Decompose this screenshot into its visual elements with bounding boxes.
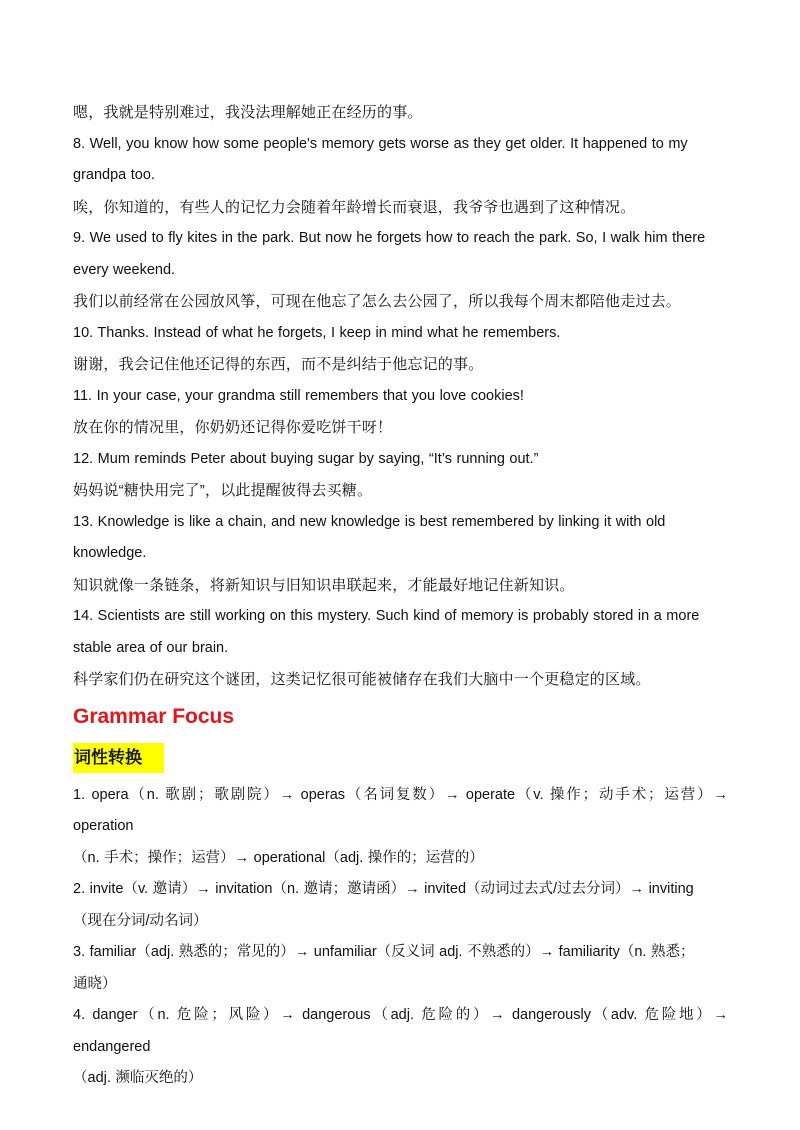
sentence-10-zh: 谢谢，我会记住他还记得的东西，而不是纠结于他忘记的事。 bbox=[73, 356, 484, 373]
sentence-8 bbox=[73, 129, 728, 224]
word-forms-item-3-line-2: 通晓） bbox=[73, 975, 117, 992]
sentence-14-en-line-1: 14. Scientists are still working on this mystery. Such kind of memory is probably stored in a more bbox=[73, 608, 700, 624]
sentence-9-zh: 我们以前经常在公园放风筝，可现在他忘了怎么去公园了，所以我每个周末都陪他走过去。 bbox=[73, 293, 682, 310]
word-forms-item-3 bbox=[73, 937, 728, 1000]
sentence-13 bbox=[73, 507, 728, 602]
word-forms-item-4-line-2: （adj. 濒临灭绝的） bbox=[73, 1070, 203, 1086]
sentence-14-en-line-2: stable area of our brain. bbox=[73, 639, 229, 656]
sentence-13-en-line-2: knowledge. bbox=[73, 545, 147, 561]
word-forms-item-1-line-2: （n. 手术；操作；运营）→ operational（adj. 操作的；运营的） bbox=[73, 849, 484, 866]
sentence-14-zh: 科学家们仍在研究这个谜团，这类记忆很可能被储存在我们大脑中一个更稳定的区域。 bbox=[73, 671, 651, 688]
sentence-11-zh: 放在你的情况里，你奶奶还记得你爱吃饼干呀！ bbox=[73, 419, 393, 436]
sentence-12-zh: 妈妈说“糖快用完了”，以此提醒彼得去买糖。 bbox=[73, 482, 373, 499]
sentence-8-en-line-1: 8. Well, you know how some people's memory gets worse as they get older. It happened to my bbox=[73, 135, 688, 152]
sentence-9-en-line-2: every weekend. bbox=[73, 261, 176, 278]
word-forms-item-4-line-1: 4. danger（n. 危险；风险）→ dangerous（adj. 危险的）→ dangerously（adv. 危险地）→ endangered bbox=[73, 1007, 728, 1055]
document-page bbox=[73, 97, 728, 1095]
sentence-intro-zh: 嗯，我就是特别难过，我没法理解她正在经历的事。 bbox=[73, 104, 423, 121]
word-forms-item-3-line-1: 3. familiar（adj. 熟悉的；常见的）→ unfamiliar（反义词 adj. 不熟悉的）→ familiarity（n. 熟悉； bbox=[73, 944, 695, 960]
sentence-11-en: 11. In your case, your grandma still remembers that you love cookies! bbox=[73, 387, 524, 404]
word-forms-item-4 bbox=[73, 1000, 728, 1095]
sentence-10 bbox=[73, 318, 728, 381]
sentence-10-en: 10. Thanks. Instead of what he forgets, I keep in mind what he remembers. bbox=[73, 324, 561, 341]
word-forms-item-2-line-1: 2. invite（v. 邀请）→ invitation（n. 邀请；邀请函）→ invited（动词过去式/过去分词）→ inviting bbox=[73, 881, 694, 897]
word-forms-item-2 bbox=[73, 874, 728, 937]
word-forms-item-2-line-2: （现在分词/动名词） bbox=[73, 912, 208, 929]
sentence-13-en-line-1: 13. Knowledge is like a chain, and new knowledge is best remembered by linking it with old bbox=[73, 513, 666, 530]
sentence-8-zh: 唉，你知道的，有些人的记忆力会随着年龄增长而衰退，我爷爷也遇到了这种情况。 bbox=[73, 198, 636, 216]
word-forms-item-1-line-1: 1. opera（n. 歌剧；歌剧院）→ operas（名词复数）→ operate（v. 操作；动手术；运营）→ operation bbox=[73, 786, 728, 834]
word-forms-list bbox=[73, 780, 728, 1095]
sentence-14 bbox=[73, 601, 728, 696]
word-forms-subheading: 词性转换 bbox=[73, 743, 164, 773]
sentence-8-en-line-2: grandpa too. bbox=[73, 167, 155, 183]
sentence-9-en-line-1: 9. We used to fly kites in the park. But now he forgets how to reach the park. So, I walk him there bbox=[73, 230, 706, 246]
sentence-11 bbox=[73, 381, 728, 444]
sentence-13-zh: 知识就像一条链条，将新知识与旧知识串联起来，才能最好地记住新知识。 bbox=[73, 576, 575, 594]
word-forms-item-1 bbox=[73, 780, 728, 875]
sentence-9 bbox=[73, 223, 728, 318]
sentence-12-en: 12. Mum reminds Peter about buying sugar by saying, “It’s running out.” bbox=[73, 450, 539, 467]
word-forms-subheading-wrap bbox=[73, 740, 728, 776]
sentence-12 bbox=[73, 444, 728, 507]
grammar-focus-heading: Grammar Focus bbox=[73, 704, 235, 728]
